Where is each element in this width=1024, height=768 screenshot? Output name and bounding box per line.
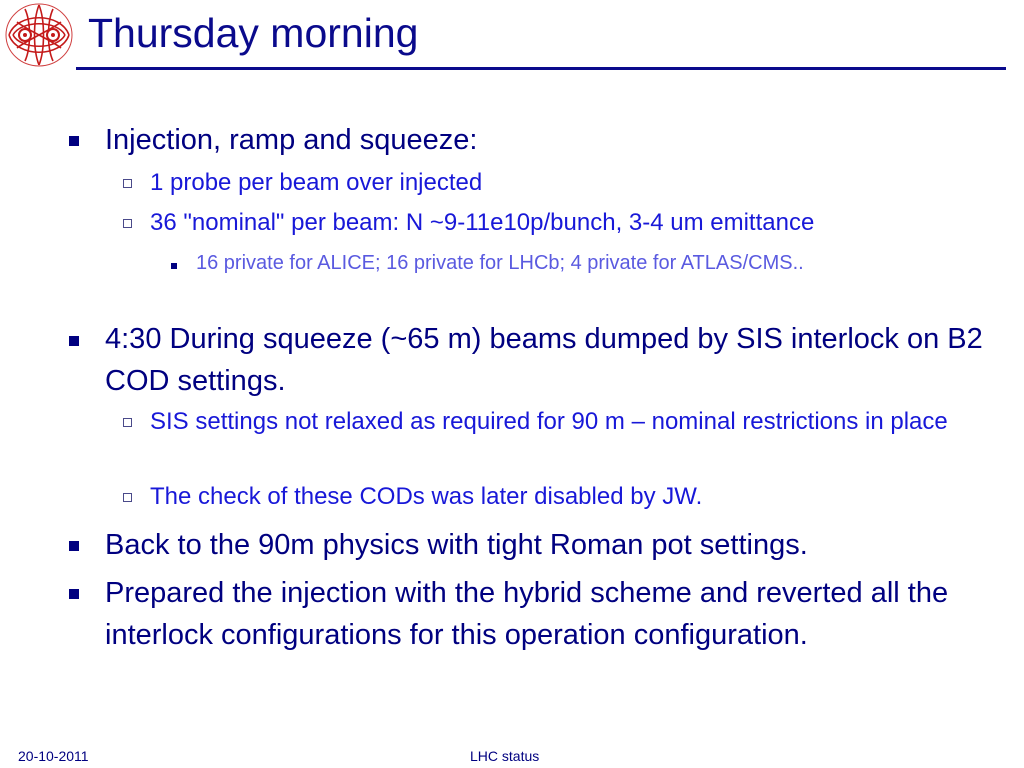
slide-title: Thursday morning (88, 10, 419, 56)
bullet-hollow-square-icon (123, 219, 132, 228)
sub-bullet-text: 36 "nominal" per beam: N ~9-11e10p/bunch, 3-4 um emittance (150, 209, 815, 236)
bullet-hollow-square-icon (123, 418, 132, 427)
bullet-text: Prepared the injection with the hybrid scheme and reverted all the interlock configurations for this operation configuration. (105, 577, 949, 651)
bullet-text: Back to the 90m physics with tight Roman pot settings. (105, 529, 808, 561)
bullet-text: Injection, ramp and squeeze: (105, 124, 478, 156)
sub-bullet-text: SIS settings not relaxed as required for 90 m – nominal restrictions in place (150, 408, 948, 435)
bullet-square-icon (69, 589, 79, 599)
bullet-hollow-square-icon (123, 493, 132, 502)
sub-bullet-text: 1 probe per beam over injected (150, 169, 483, 196)
footer-date: 20-10-2011 (18, 748, 89, 764)
sub-sub-bullet-text: 16 private for ALICE; 16 private for LHCb; 4 private for ATLAS/CMS.. (196, 252, 804, 274)
bullet-square-icon (69, 136, 79, 146)
bullet-text: 4:30 During squeeze (~65 m) beams dumped by SIS interlock on B2 COD settings. (105, 323, 983, 397)
footer-title: LHC status (470, 748, 540, 764)
bullet-square-icon (69, 541, 79, 551)
bullet-small-square-icon (171, 263, 177, 269)
bullet-hollow-square-icon (123, 179, 132, 188)
sub-bullet-text: The check of these CODs was later disabled by JW. (150, 483, 703, 510)
bullet-square-icon (69, 336, 79, 346)
